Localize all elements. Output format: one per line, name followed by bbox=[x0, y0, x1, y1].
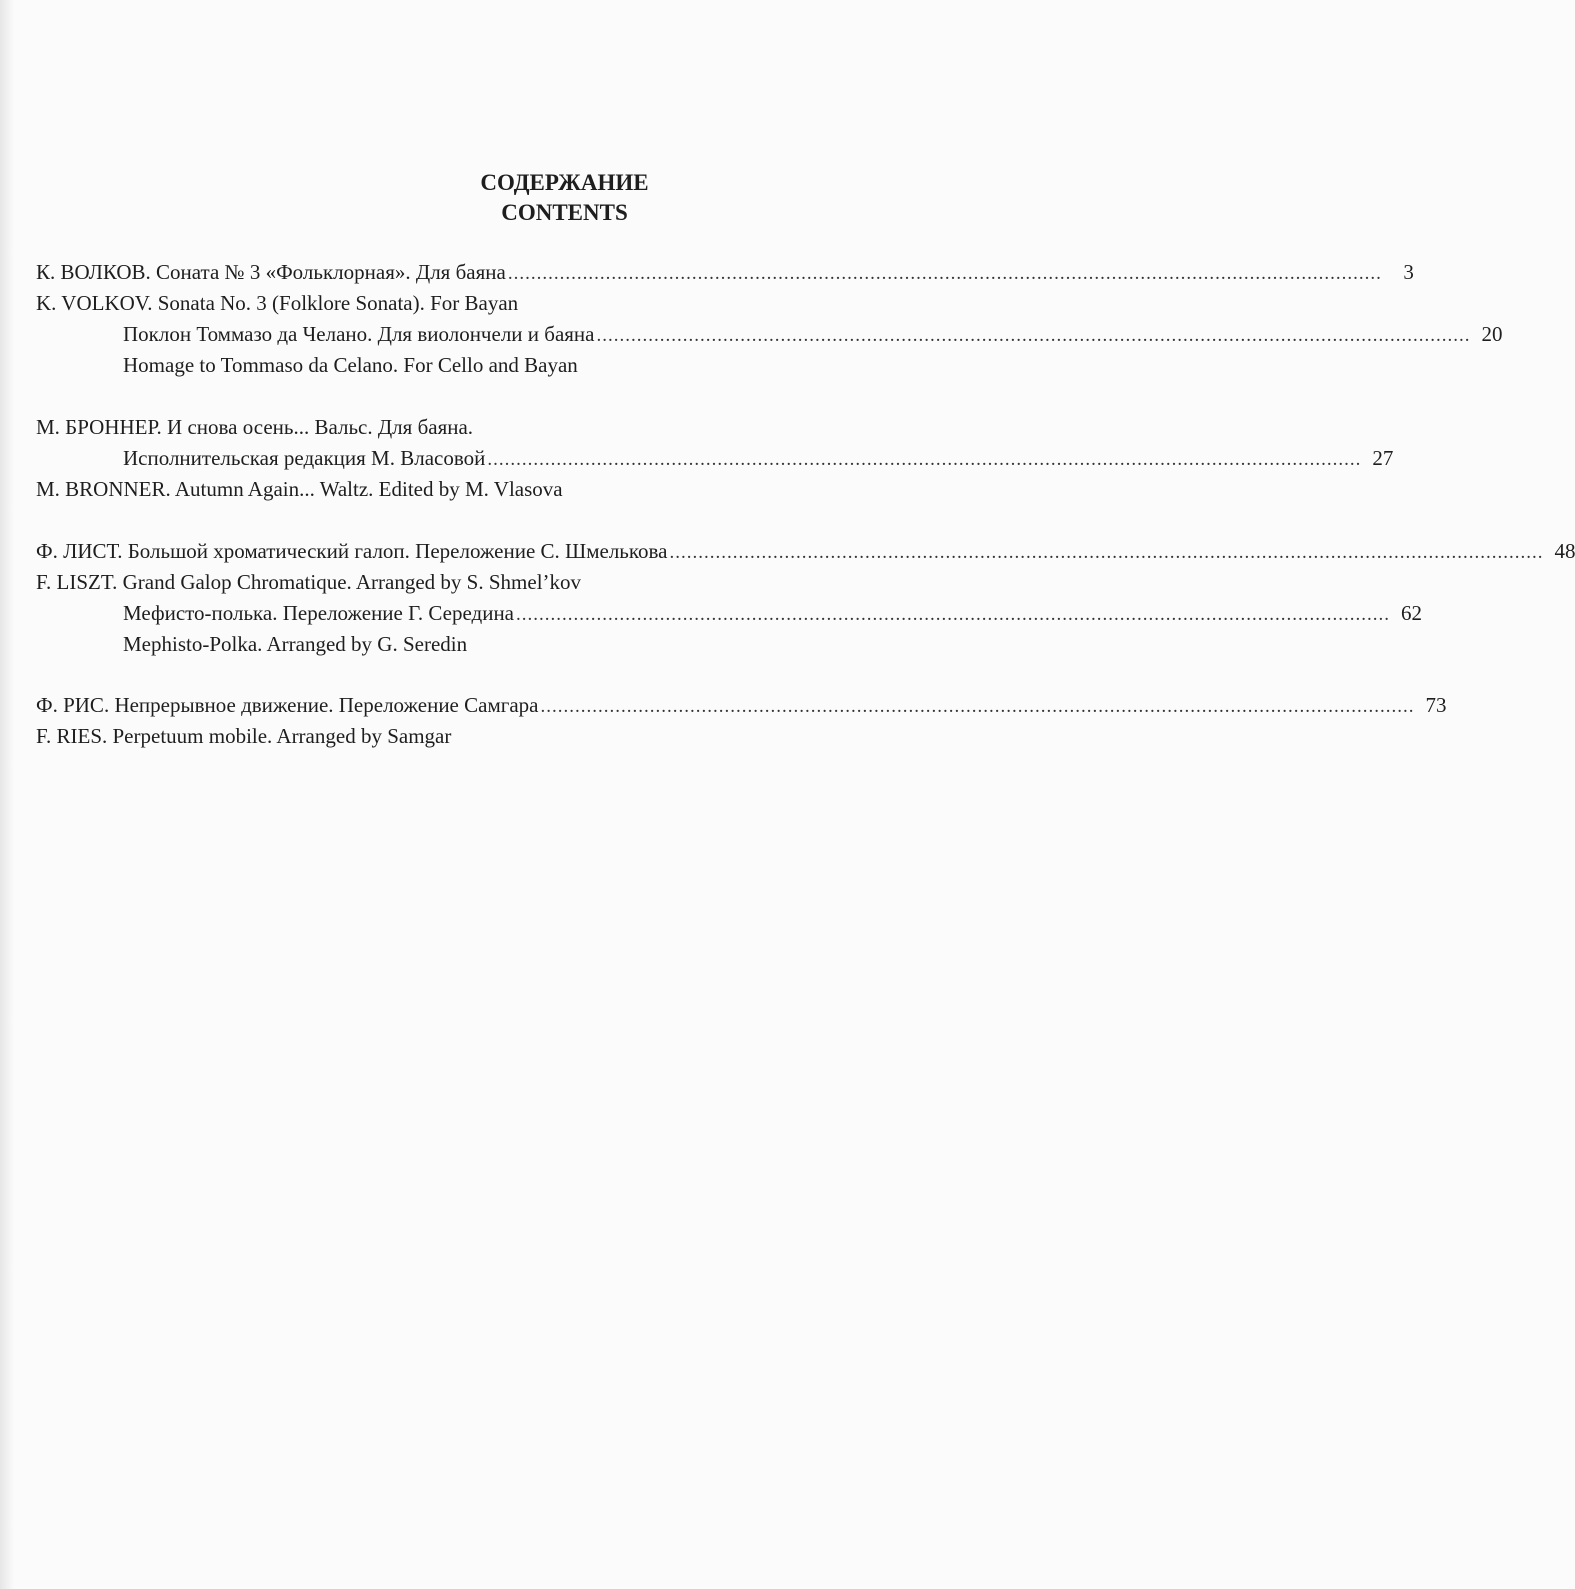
toc-entry-title: Поклон Томмазо да Челано. Для виолончели и баяна bbox=[123, 322, 595, 346]
toc-entry-title: M. BRONNER. Autumn Again... Waltz. Edited by M. Vlasova bbox=[36, 477, 563, 501]
toc-entry-title: Ф. ЛИСТ. Большой хроматический галоп. Переложение С. Шмелькова bbox=[36, 539, 668, 563]
toc-entry bbox=[36, 287, 948, 319]
contents-heading-en: CONTENTS bbox=[501, 200, 628, 225]
toc-entry bbox=[123, 597, 1423, 629]
toc-leader-dots: ........................................................................................................................................................ bbox=[540, 696, 1415, 717]
toc-entry-title: Mephisto-Polka. Arranged by G. Seredin bbox=[123, 632, 468, 656]
toc-entry bbox=[36, 689, 1447, 721]
toc-entry-title: М. БРОННЕР. И снова осень... Вальс. Для баяна. bbox=[36, 415, 474, 439]
toc-entry-title: Ф. РИС. Непрерывное движение. Переложение Самгара bbox=[36, 693, 539, 717]
toc-entry-title: K. VOLKOV. Sonata No. 3 (Folklore Sonata). For Bayan bbox=[36, 291, 519, 315]
toc-entry-page: 48 bbox=[1554, 539, 1575, 563]
page-edge-shadow bbox=[0, 0, 14, 1589]
toc-leader-dots: ........................................................................................................................................................ bbox=[507, 263, 1382, 284]
toc-entry bbox=[36, 720, 948, 752]
toc-entry-title: F. LISZT. Grand Galop Chromatique. Arranged by S. Shmel’kov bbox=[36, 570, 582, 594]
toc-entry-title: Homage to Tommaso da Celano. For Cello and Bayan bbox=[123, 353, 578, 377]
toc-entry-page: 27 bbox=[1372, 446, 1394, 470]
toc-entry-title: Мефисто-полька. Переложение Г. Середина bbox=[123, 601, 515, 625]
toc-leader-dots: ........................................................................................................................................................ bbox=[596, 325, 1471, 346]
toc-entry bbox=[123, 318, 1503, 350]
contents-heading-ru: СОДЕРЖАНИЕ bbox=[480, 170, 649, 195]
toc-entry bbox=[36, 535, 1575, 567]
toc-entry-title: Исполнительская редакция М. Власовой bbox=[123, 446, 486, 470]
toc-entry bbox=[36, 473, 948, 505]
toc-entry-page: 20 bbox=[1481, 322, 1503, 346]
toc-entry-title: F. RIES. Perpetuum mobile. Arranged by Samgar bbox=[36, 724, 452, 748]
toc-entry bbox=[123, 349, 948, 381]
bleed-through-imprint bbox=[250, 1180, 810, 1580]
toc-entry bbox=[36, 411, 948, 443]
toc-entry bbox=[123, 442, 1394, 474]
toc-entry-title: К. ВОЛКОВ. Соната № 3 «Фольклорная». Для баяна bbox=[36, 260, 506, 284]
toc-leader-dots: ........................................................................................................................................................ bbox=[487, 449, 1362, 470]
toc-entry-page: 73 bbox=[1425, 693, 1447, 717]
toc-entry bbox=[36, 256, 1414, 288]
toc-leader-dots: ........................................................................................................................................................ bbox=[669, 542, 1544, 563]
toc-entry bbox=[36, 566, 948, 598]
toc-entry bbox=[123, 628, 948, 660]
toc-entry-page: 3 bbox=[1403, 260, 1414, 284]
toc-entry-page: 62 bbox=[1401, 601, 1423, 625]
toc-leader-dots: ........................................................................................................................................................ bbox=[516, 604, 1391, 625]
